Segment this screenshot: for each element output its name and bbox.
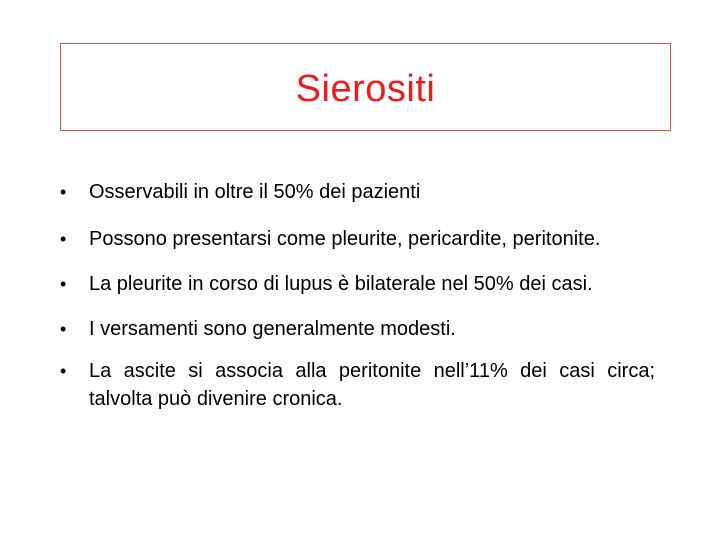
bullet-item-2 <box>60 225 655 253</box>
bullet-item-4 <box>60 315 655 343</box>
bullet-dot-icon: • <box>60 229 67 249</box>
title-box <box>60 43 671 131</box>
bullet-item-3 <box>60 270 655 298</box>
bullet-list <box>60 178 655 427</box>
bullet-text: Possono presentarsi come pleurite, pericardite, peritonite. <box>89 228 601 250</box>
bullet-text: I versamenti sono generalmente modesti. <box>89 318 456 340</box>
bullet-dot-icon: • <box>60 182 67 202</box>
bullet-dot-icon: • <box>60 361 67 381</box>
bullet-item-1 <box>60 178 655 206</box>
bullet-item-5 <box>60 357 655 413</box>
bullet-text: La pleurite in corso di lupus è bilaterale nel 50% dei casi. <box>89 273 593 295</box>
bullet-text: Osservabili in oltre il 50% dei pazienti <box>89 181 421 203</box>
bullet-dot-icon: • <box>60 274 67 294</box>
bullet-dot-icon: • <box>60 319 67 339</box>
bullet-text: La ascite si associa alla peritonite nell’11% dei casi circa; talvolta può divenire cronica. <box>89 360 655 410</box>
slide-title: Sierositi <box>295 68 436 110</box>
